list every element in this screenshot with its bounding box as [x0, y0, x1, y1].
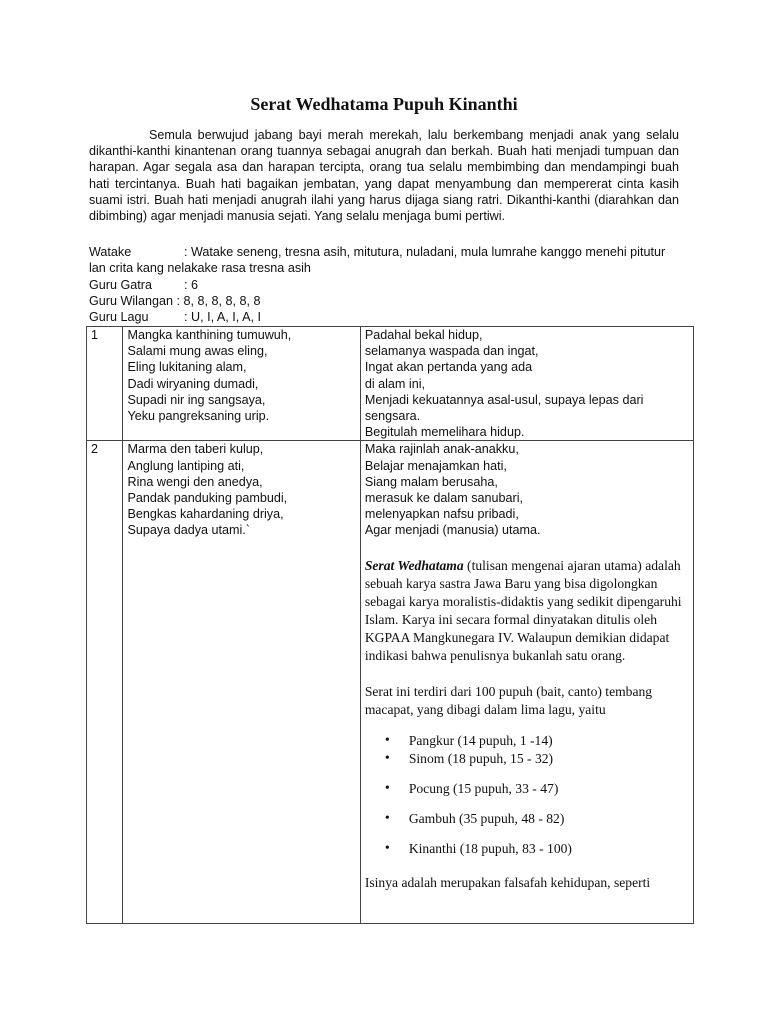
stanza-row — [87, 441, 694, 924]
javanese-cell — [123, 327, 360, 441]
indonesian-line: Begitulah memelihara hidup. — [364, 425, 525, 440]
indonesian-line: Belajar menajamkan hati, — [364, 458, 507, 473]
javanese-line: Bengkas kahardaning driya, — [127, 507, 284, 522]
song-parts-list — [365, 732, 689, 858]
watake-row — [89, 244, 679, 276]
list-item: • Kinanthi (18 pupuh, 83 - 100) — [385, 840, 689, 858]
watake-value: : Watake seneng, tresna asih, mitutura, nuladani, mula lumrahe kanggo menehi pitutur lan crita kang nelakake rasa tresna asih — [89, 245, 666, 276]
prose-p1-text: (tulisan mengenai ajaran utama) adalah sebuah karya sastra Jawa Baru yang bisa digolongkan sebagai karya moralistis-didaktis yang sedikit dipengaruhi Islam. Karya ini secara formal dinyatakan ditulis oleh KGPAA Mangkunegara IV. Walaupun demikian didapat indikasi bahwa penulisnya bukanlah satu orang. — [364, 557, 682, 663]
indonesian-line: Padahal bekal hidup, — [364, 328, 483, 342]
guru-lagu-value: : U, I, A, I, A, I — [184, 310, 261, 324]
stanza-number: 2 — [87, 441, 123, 924]
indonesian-cell — [360, 441, 693, 924]
stanza-row — [87, 327, 694, 441]
javanese-line: Supadi nir ing sangsaya, — [127, 392, 266, 407]
guru-wilangan-row — [89, 293, 389, 309]
guru-lagu-row — [89, 309, 389, 325]
watake-label: Watake — [89, 245, 132, 259]
intro-paragraph: Semula berwujud jabang bayi merah merekah, lalu berkembang menjadi anak yang selalu dikanthi-kanthi kinantenan orang tuannya sebagai anugrah dan berkah. Buah hati menjadi tumpuan dan harapan. Agar segala asa dan harapan tercipta, orang tua selalu membimbing dan mendampingi buah hati tercintanya. Buah hati bagaikan jembatan, yang dapat menyambung dan mempererat cinta kasih suami istri. Buah hati menjadi anugrah ilahi yang harus dijaga siang ratri. Dikanthi-kanthi (diarahkan dan dibimbing) agar menjadi manusia sejati. Yang selalu menjaga bumi pertiwi. — [89, 128, 679, 224]
list-item: • Gambuh (35 pupuh, 48 - 82) — [385, 810, 689, 828]
indonesian-line: merasuk ke dalam sanubari, — [364, 491, 524, 506]
prose-paragraph-1 — [365, 557, 689, 665]
list-item: • Pangkur (14 pupuh, 1 -14) — [385, 732, 689, 750]
javanese-line: Eling lukitaning alam, — [127, 360, 247, 375]
javanese-line: Rina wengi den anedya, — [127, 474, 263, 489]
javanese-line: Anglung lantiping ati, — [127, 458, 245, 473]
indonesian-line: melenyapkan nafsu pribadi, — [364, 507, 519, 522]
prose-term: Serat Wedhatama — [364, 557, 464, 573]
javanese-line: Marma den taberi kulup, — [127, 442, 264, 457]
indonesian-line: Maka rajinlah anak-anakku, — [364, 442, 519, 457]
javanese-line: Supaya dadya utami.` — [127, 523, 250, 538]
prose-paragraph-3: Isinya adalah merupakan falsafah kehidupan, seperti — [364, 874, 651, 890]
indonesian-line: Menjadi kekuatannya asal-usul, supaya lepas dari sengsara. — [364, 392, 644, 424]
indonesian-line: Siang malam berusaha, — [364, 474, 498, 489]
javanese-line: Yeku pangreksaning urip. — [127, 409, 270, 424]
wedhatama-description — [365, 557, 689, 892]
javanese-cell — [123, 441, 360, 924]
list-item: • Pocung (15 pupuh, 33 - 47) — [385, 780, 689, 798]
guru-gatra-value: : 6 — [184, 278, 199, 292]
indonesian-line: Agar menjadi (manusia) utama. — [364, 523, 541, 538]
javanese-line: Pandak panduking pambudi, — [127, 491, 288, 506]
indonesian-line: di alam ini, — [364, 376, 426, 391]
javanese-line: Salami mung awas eling, — [127, 344, 268, 359]
indonesian-line: Ingat akan pertanda yang ada — [364, 360, 533, 375]
guru-gatra-label: Guru Gatra — [89, 278, 152, 292]
page-title: Serat Wedhatama Pupuh Kinanthi — [250, 94, 518, 114]
stanza-number: 1 — [87, 327, 123, 441]
guru-wilangan-value: : 8, 8, 8, 8, 8, 8 — [173, 294, 261, 308]
guru-lagu-label: Guru Lagu — [89, 310, 149, 324]
prose-paragraph-2: Serat ini terdiri dari 100 pupuh (bait, canto) tembang macapat, yang dibagi dalam lima lagu, yaitu — [364, 683, 653, 717]
indonesian-cell — [360, 327, 693, 441]
javanese-line: Dadi wiryaning dumadi, — [127, 376, 259, 391]
kinanthi-table — [86, 326, 694, 924]
indonesian-line: selamanya waspada dan ingat, — [364, 344, 539, 359]
javanese-line: Mangka kanthining tumuwuh, — [127, 328, 292, 342]
guru-wilangan-label: Guru Wilangan — [89, 294, 173, 308]
guru-gatra-row — [89, 277, 389, 293]
list-item: • Sinom (18 pupuh, 15 - 32) — [385, 750, 689, 768]
